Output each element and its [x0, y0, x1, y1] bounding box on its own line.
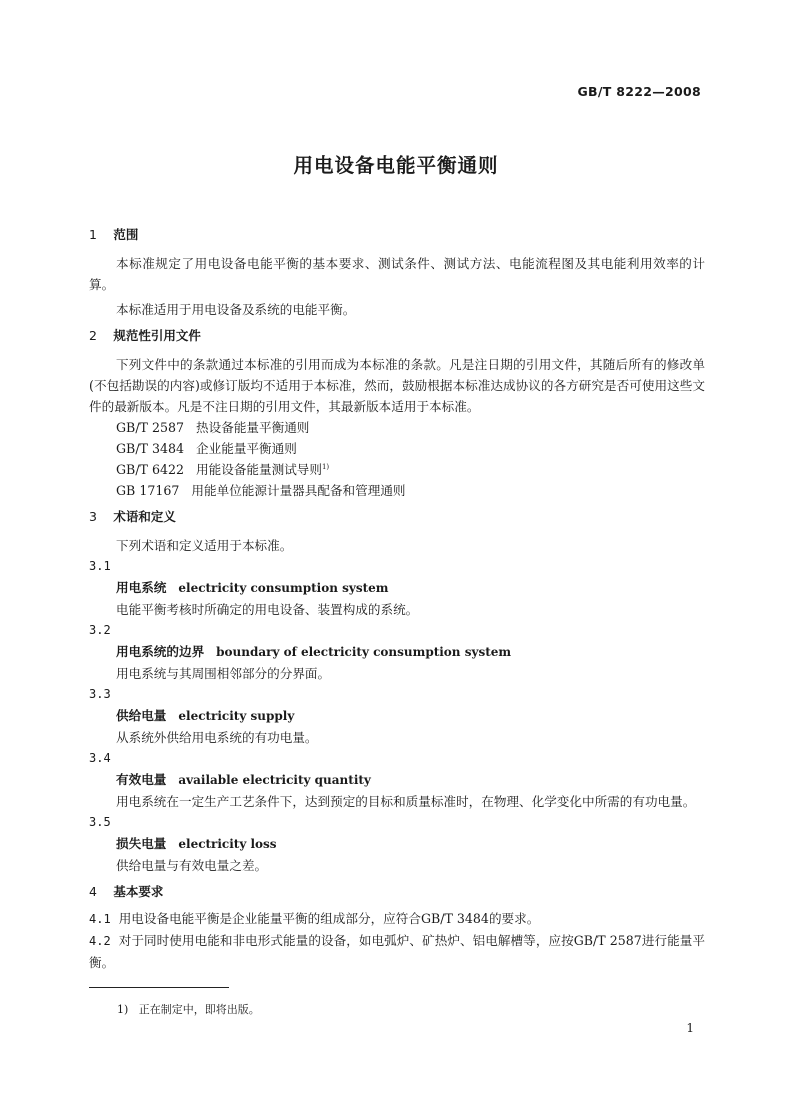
term-english: boundary of electricity consumption system: [216, 645, 512, 659]
term-entry: [89, 833, 705, 855]
clause: [89, 930, 705, 973]
term-chinese: 用电系统: [116, 580, 167, 595]
section-number: 3: [89, 509, 97, 524]
document-title: 用电设备电能平衡通则: [293, 154, 499, 177]
footnote-divider: [89, 987, 229, 988]
clause-text: 用电设备电能平衡是企业能量平衡的组成部分，应符合GB/T 3484的要求。: [118, 911, 540, 926]
section-title: 术语和定义: [113, 509, 176, 524]
term-chinese: 损失电量: [116, 836, 167, 851]
section-title: 范围: [113, 227, 139, 242]
section-heading-scope: [89, 225, 705, 245]
section-number: 1: [89, 227, 97, 242]
reference-name: 用能单位能源计量器具配备和管理通则: [191, 483, 406, 498]
reference-name: 企业能量平衡通则: [196, 441, 297, 456]
footnote-marker: 1): [321, 462, 330, 471]
paragraph: 下列术语和定义适用于本标准。: [116, 538, 293, 553]
term-entry: [89, 641, 705, 663]
standard-code: GB/T 8222—2008: [577, 84, 701, 99]
section-heading-basic-requirements: [89, 882, 705, 902]
reference-name: 热设备能量平衡通则: [196, 420, 310, 435]
footnote-mark: 1): [117, 1003, 129, 1016]
paragraph: 本标准规定了用电设备电能平衡的基本要求、测试条件、测试方法、电能流程图及其电能利用效率的计算。: [89, 256, 705, 292]
reference-item: [89, 417, 705, 438]
term-entry: [89, 769, 705, 791]
term-entry: [89, 577, 705, 599]
clause-number: 4.1: [89, 912, 111, 926]
reference-item: [89, 459, 705, 480]
term-definition: 供给电量与有效电量之差。: [116, 858, 268, 873]
term-number: 3.5: [89, 815, 111, 829]
term-definition: 用电系统在一定生产工艺条件下，达到预定的目标和质量标准时，在物理、化学变化中所需的有功电量。: [116, 794, 696, 809]
paragraph: 本标准适用于用电设备及系统的电能平衡。: [116, 302, 356, 317]
section-heading-normative-references: [89, 326, 705, 346]
reference-code: GB/T 2587: [116, 420, 185, 435]
term-number: 3.4: [89, 751, 111, 765]
section-heading-terms-definitions: [89, 507, 705, 527]
term-chinese: 有效电量: [116, 772, 167, 787]
reference-code: GB/T 6422: [116, 462, 185, 477]
term-entry: [89, 705, 705, 727]
reference-name: 用能设备能量测试导则: [196, 462, 322, 477]
footnote-text: 正在制定中，即将出版。: [138, 1003, 260, 1016]
reference-code: GB/T 3484: [116, 441, 185, 456]
term-number: 3.2: [89, 623, 111, 637]
section-number: 4: [89, 884, 97, 899]
page-number: 1: [686, 1021, 694, 1035]
term-number: 3.1: [89, 559, 111, 573]
term-number: 3.3: [89, 687, 111, 701]
term-english: available electricity quantity: [178, 773, 371, 787]
term-chinese: 用电系统的边界: [116, 644, 205, 659]
clause-text: 对于同时使用电能和非电形式能量的设备，如电弧炉、矿热炉、铝电解槽等，应按GB/T 2587进行能量平衡。: [89, 933, 705, 970]
reference-item: [89, 480, 705, 501]
term-english: electricity consumption system: [178, 581, 389, 595]
section-title: 规范性引用文件: [113, 328, 201, 343]
term-definition: 从系统外供给用电系统的有功电量。: [116, 730, 318, 745]
term-definition: 电能平衡考核时所确定的用电设备、装置构成的系统。: [116, 602, 419, 617]
reference-item: [89, 438, 705, 459]
footnote: [117, 1001, 260, 1017]
document-body: [89, 219, 705, 973]
reference-code: GB 17167: [116, 483, 180, 498]
paragraph: 下列文件中的条款通过本标准的引用而成为本标准的条款。凡是注日期的引用文件，其随后所有的修改单(不包括勘误的内容)或修订版均不适用于本标准，然而，鼓励根据本标准达成协议的各方研究是否可使用这些文件的最新版本。凡是不注日期的引用文件，其最新版本适用于本标准。: [89, 357, 705, 414]
clause: [89, 908, 705, 930]
term-chinese: 供给电量: [116, 708, 167, 723]
term-definition: 用电系统与其周围相邻部分的分界面。: [116, 666, 331, 681]
term-english: electricity supply: [178, 709, 295, 723]
section-number: 2: [89, 328, 97, 343]
term-english: electricity loss: [178, 837, 277, 851]
section-title: 基本要求: [113, 884, 164, 899]
clause-number: 4.2: [89, 934, 111, 948]
